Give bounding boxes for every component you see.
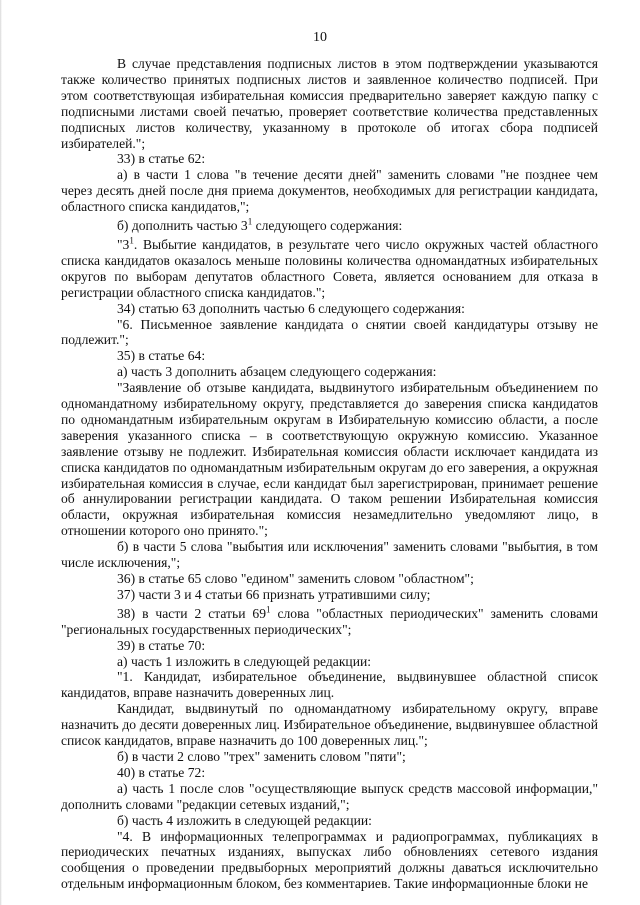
- paragraph: а) часть 3 дополнить абзацем следующего содержания:: [117, 364, 437, 380]
- paragraph: 33) в статье 62:: [117, 151, 206, 167]
- scan-edge-shadow: [0, 0, 2, 905]
- paragraph: 40) в статье 72:: [117, 764, 206, 780]
- paragraph: б) часть 4 изложить в следующей редакции:: [117, 812, 372, 828]
- paragraph-text: слова "областных периодических" заменить словами "региональных государственных периодических";: [61, 605, 598, 637]
- paragraph: Кандидат, выдвинутый по одномандатному избирательному округу, вправе назначить до десяти доверенных лиц. Избирательное объединение, выдвинувшее областной список кандидатов, вправе назначить до 100 доверенных лиц.";: [61, 701, 598, 749]
- paragraph: [61, 218, 598, 234]
- document-body: [61, 56, 598, 892]
- superscript: 1: [266, 604, 271, 615]
- paragraph: б) в части 5 слова "выбытия или исключения" заменить словами "выбытия, в том числе исключения,";: [61, 539, 598, 571]
- paragraph: 37) части 3 и 4 статьи 66 признать утратившими силу;: [117, 586, 431, 602]
- superscript: 1: [129, 235, 134, 246]
- paragraph: 35) в статье 64:: [117, 348, 206, 364]
- paragraph-text: б) дополнить частью 3: [117, 218, 248, 234]
- paragraph: "Заявление об отзыве кандидата, выдвинутого избирательным объединением по одномандатному избирательному округу, представляется до заверения списка кандидатов по одномандатным избирательным округам в Избирательную комиссию области, а после заверения указанного списка – в соответствующую окружную комиссию. Указанное заявление отзыву не подлежит. Избирательная комиссия области исключает кандидата из списка кандидатов по одномандатным избирательным округам до его заверения, а окружная избирательная комиссия в случае, если кандидат был зарегистрирован, принимает решение об аннулировании регистрации кандидата. О таком решении Избирательная комиссия области, окружная избирательная комиссия незамедлительно уведомляют лицо, в отношении которого оно принято.";: [61, 380, 598, 539]
- paragraph: "4. В информационных телепрограммах и радиопрограммах, публикациях в периодических печатных изданиях, выпусках либо обновлениях сетевого издания сообщения о проведении предвыборных мероприятий должны даваться исключительно отдельным информационным блоком, без комментариев. Такие информационные блоки не: [61, 828, 598, 892]
- paragraph: а) часть 1 после слов "осуществляющие выпуск средств массовой информации," дополнить словами "редакции сетевых изданий,";: [61, 780, 598, 812]
- paragraph: [61, 606, 598, 638]
- paragraph: [61, 237, 598, 301]
- paragraph: а) в части 1 слова "в течение десяти дней" заменить словами "не позднее чем через десять дней после дня приема документов, необходимых для регистрации кандидата, областного списка кандидатов,";: [61, 167, 598, 215]
- paragraph-text: 38) в части 2 статьи 69: [117, 605, 267, 621]
- page-number: 10: [313, 30, 327, 45]
- paragraph: "6. Письменное заявление кандидата о снятии своей кандидатуры отзыву не подлежит.";: [61, 316, 598, 348]
- paragraph-text: "3: [117, 236, 130, 252]
- paragraph: а) часть 1 изложить в следующей редакции:: [117, 653, 372, 669]
- paragraph: В случае представления подписных листов в этом подтверждении указываются также количество принятых подписных листов и заявленное количество подписей. При этом соответствующая избирательная комиссия предварительно заверяет каждую папку с подписными листами своей печатью, проверяет соответствие количества представленных подписных листов количеству, указанному в протоколе об итогах сбора подписей избирателей.";: [61, 56, 598, 151]
- paragraph: 36) в статье 65 слово "едином" заменить словом "областном";: [117, 571, 474, 586]
- superscript: 1: [247, 216, 253, 227]
- paragraph: 34) статью 63 дополнить частью 6 следующего содержания:: [117, 300, 465, 316]
- paragraph: 39) в статье 70:: [117, 637, 206, 653]
- paragraph: б) в части 2 слово "трех" заменить словом "пяти";: [117, 748, 406, 764]
- paragraph-text: . Выбытие кандидатов, в результате чего число окружных частей областного списка кандидатов оказалось меньше половины количества одномандатных избирательных округов по выборам депутатов областного Совета, является основанием для отказа в регистрации областного списка кандидатов.";: [61, 236, 598, 300]
- paragraph: "1. Кандидат, избирательное объединение, выдвинувшее областной список кандидатов, вправе назначить доверенных лиц.: [61, 669, 598, 701]
- paragraph-text: следующего содержания:: [252, 218, 403, 234]
